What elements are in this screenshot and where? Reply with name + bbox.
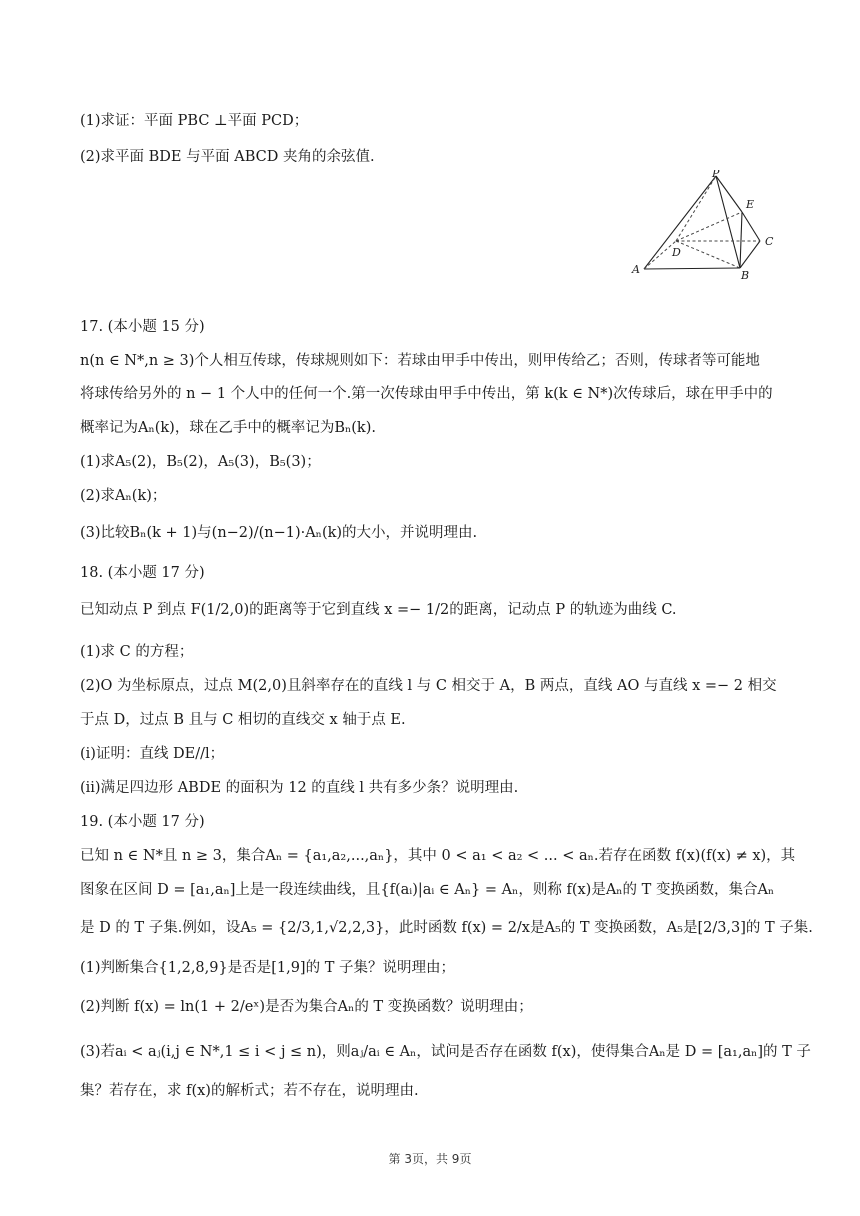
q16-part1: (1)求证：平面 PBC ⊥平面 PCD； <box>80 113 309 129</box>
q17-part2: (2)求Aₙ(k)； <box>80 488 167 504</box>
q17-intro-line3: 概率记为Aₙ(k)，球在乙手中的概率记为Bₙ(k). <box>80 420 376 436</box>
q19-part3-line1: (3)若aᵢ < aⱼ(i,j ∈ N*,1 ≤ i < j ≤ n)，则aⱼ/aᵢ ∈ Aₙ，试问是否存在函数 f(x)，使得集合Aₙ是 D = [a₁,aₙ]的 T 子 <box>80 1044 811 1060</box>
figure-label-c: C <box>765 235 774 248</box>
q17-intro-line2: 将球传给另外的 n − 1 个人中的任何一个.第一次传球由甲手中传出，第 k(k ∈ N*)次传球后，球在甲手中的 <box>80 386 773 402</box>
q19-part1: (1)判断集合{1,2,8,9}是否是[1,9]的 T 子集？说明理由； <box>80 960 455 976</box>
q17-part3: (3)比较Bₙ(k + 1)与(n−2)/(n−1)·Aₙ(k)的大小，并说明理由. <box>80 525 478 541</box>
q18-sub1: (i)证明：直线 DE//l； <box>80 746 225 762</box>
page-footer: 第 3页，共 9页 <box>388 1152 472 1166</box>
q19-part2: (2)判断 f(x) = ln(1 + 2/eˣ)是否为集合Aₙ的 T 变换函数？说明理由； <box>80 999 533 1015</box>
q18-part2-line1: (2)O 为坐标原点，过点 M(2,0)且斜率存在的直线 l 与 C 相交于 A，B 两点，直线 AO 与直线 x =− 2 相交 <box>80 678 777 694</box>
figure-label-d: D <box>672 246 681 259</box>
q17-title: 17. (本小题 15 分) <box>80 319 205 335</box>
q19-intro-line3: 是 D 的 T 子集.例如，设A₅ = {2/3,1,√2,2,3}，此时函数 f(x) = 2/x是A₅的 T 变换函数，A₅是[2/3,3]的 T 子集. <box>80 920 813 936</box>
q19-intro-line1: 已知 n ∈ N*且 n ≥ 3，集合Aₙ = {a₁,a₂,...,aₙ}，其中 0 < a₁ < a₂ < ... < aₙ.若存在函数 f(x)(f(x) ≠ x)，其 <box>80 848 796 864</box>
q18-part2-line2: 于点 D，过点 B 且与 C 相切的直线交 x 轴于点 E. <box>80 712 406 728</box>
q18-part1: (1)求 C 的方程； <box>80 644 194 660</box>
pyramid-figure <box>628 170 778 282</box>
figure-label-a: A <box>632 263 640 276</box>
figure-label-e: E <box>746 198 755 211</box>
q17-intro-line1: n(n ∈ N*,n ≥ 3)个人相互传球，传球规则如下：若球由甲手中传出，则甲传给乙；否则，传球者等可能地 <box>80 353 760 369</box>
q19-title: 19. (本小题 17 分) <box>80 814 205 830</box>
q18-title: 18. (本小题 17 分) <box>80 565 205 581</box>
q19-intro-line2: 图象在区间 D = [a₁,aₙ]上是一段连续曲线，且{f(aᵢ)|aᵢ ∈ Aₙ} = Aₙ，则称 f(x)是Aₙ的 T 变换函数，集合Aₙ <box>80 882 775 898</box>
q16-part2: (2)求平面 BDE 与平面 ABCD 夹角的余弦值. <box>80 149 375 165</box>
q17-part1: (1)求A₅(2)，B₅(2)，A₅(3)，B₅(3)； <box>80 454 321 470</box>
q19-part3-line2: 集？若存在，求 f(x)的解析式；若不存在，说明理由. <box>80 1083 419 1099</box>
figure-label-b: B <box>741 269 750 282</box>
q18-sub2: (ii)满足四边形 ABDE 的面积为 12 的直线 l 共有多少条？说明理由. <box>80 780 519 796</box>
figure-label-p: P <box>712 170 720 180</box>
q18-intro: 已知动点 P 到点 F(1/2,0)的距离等于它到直线 x =− 1/2的距离，记动点 P 的轨迹为曲线 C. <box>80 602 677 618</box>
